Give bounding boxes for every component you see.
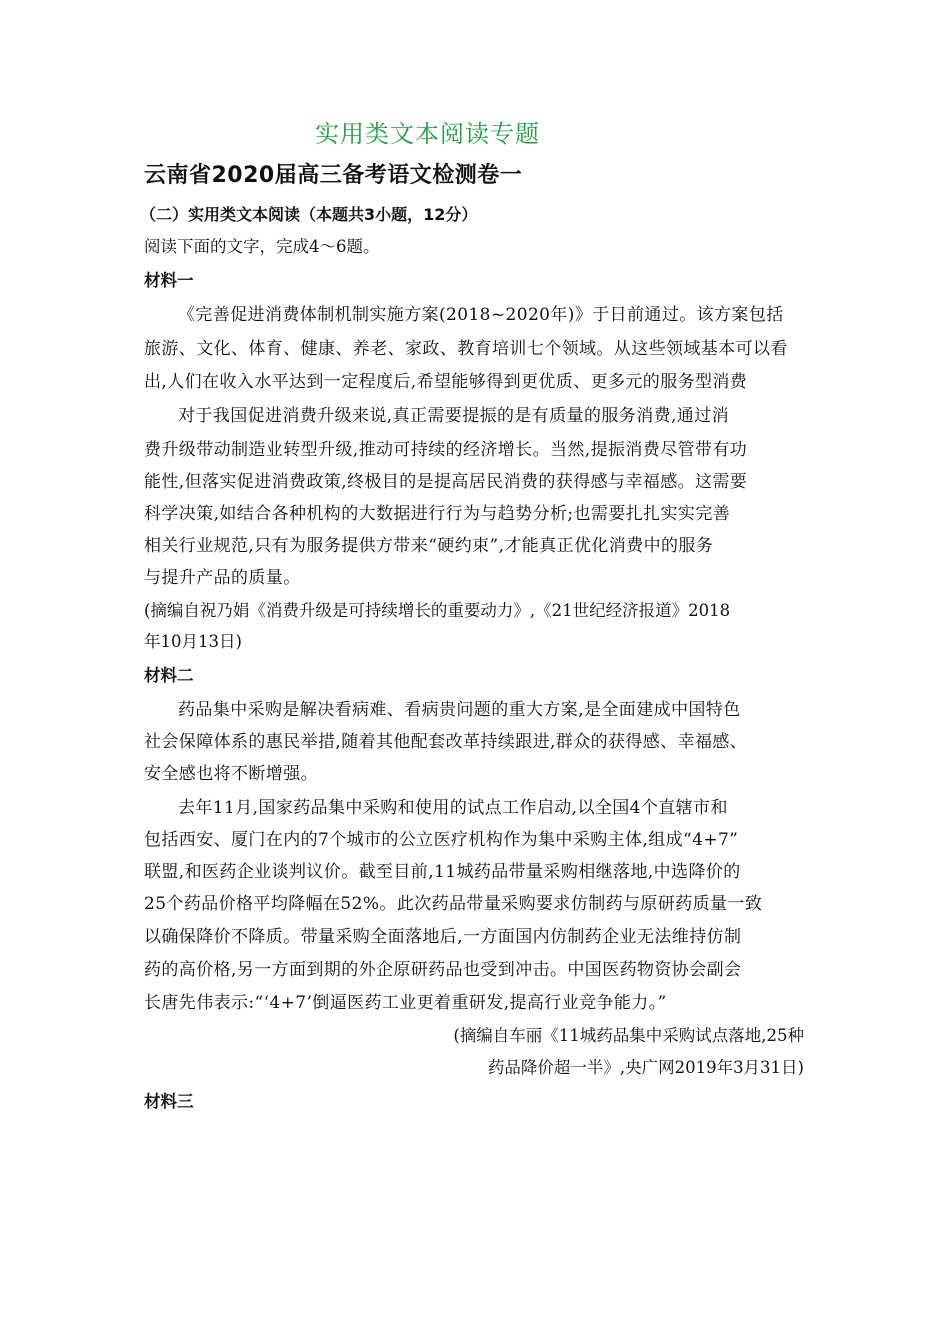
topic-title: 实用类文本阅读专题 <box>315 120 540 148</box>
material-1-para-2-line: 相关行业规范,只有为服务提供方带来“硬约束”,才能真正优化消费中的服务 <box>144 536 714 556</box>
material-2-para-1-line: 安全感也将不断增强。 <box>144 764 318 784</box>
material-1-source-line: 年10月13日) <box>144 632 242 651</box>
material-2-para-2-line: 包括西安、厦门在内的7个城市的公立医疗机构作为集中采购主体,组成“4+7” <box>144 830 739 850</box>
material-2-para-2-line: 去年11月,国家药品集中采购和使用的试点工作启动,以全国4个直辖市和 <box>178 798 728 818</box>
material-2-para-1-line: 药品集中采购是解决看病难、看病贵问题的重大方案,是全面建成中国特色 <box>178 700 741 720</box>
material-2-para-2-line: 药的高价格,另一方面到期的外企原研药品也受到冲击。中国医药物资协会副会 <box>144 960 742 980</box>
instruction-text: 阅读下面的文字，完成4～6题。 <box>144 237 380 256</box>
material-3-label: 材料三 <box>144 1092 194 1111</box>
material-1-para-1-line: 旅游、文化、体育、健康、养老、家政、教育培训七个领域。从这些领域基本可以看 <box>144 339 788 359</box>
material-2-para-2-line: 25个药品价格平均降幅在52%。此次药品带量采购要求仿制药与原研药质量一致 <box>144 894 763 914</box>
material-2-para-2-line: 联盟,和医药企业谈判议价。截至目前,11城药品带量采购相继落地,中选降价的 <box>144 862 741 882</box>
material-2-para-2-line: 以确保降价不降质。带量采购全面落地后,一方面国内仿制药企业无法维持仿制 <box>144 927 742 947</box>
material-1-para-2-line: 科学决策,如结合各种机构的大数据进行行为与趋势分析;也需要扎扎实实完善 <box>144 504 731 524</box>
material-2-source-line: 药品降价超一半》,央广网2019年3月31日) <box>487 1058 804 1077</box>
material-1-para-1-line: 《完善促进消费体制机制实施方案(2018~2020年)》于日前通过。该方案包括 <box>178 305 784 325</box>
material-1-source-line: (摘编自祝乃娟《消费升级是可持续增长的重要动力》,《21世纪经济报道》2018 <box>144 601 731 620</box>
material-2-label: 材料二 <box>144 666 194 685</box>
material-2-source-line: (摘编自车丽《11城药品集中采购试点落地,25种 <box>453 1026 804 1045</box>
material-1-para-2-line: 对于我国促进消费升级来说,真正需要提振的是有质量的服务消费,通过消 <box>178 406 730 426</box>
material-2-para-1-line: 社会保障体系的惠民举措,随着其他配套改革持续跟进,群众的获得感、幸福感、 <box>144 732 748 752</box>
material-1-label: 材料一 <box>144 271 194 290</box>
material-1-para-2-line: 能性,但落实促进消费政策,终极目的是提高居民消费的获得感与幸福感。这需要 <box>144 472 748 492</box>
material-2-para-2-line: 长唐先伟表示:“‘4+7’倒逼医药工业更着重研发,提高行业竞争能力。” <box>144 993 667 1013</box>
material-1-para-2-line: 费升级带动制造业转型升级,推动可持续的经济增长。当然,提振消费尽管带有功 <box>144 440 748 460</box>
material-1-para-1-line: 出,人们在收入水平达到一定程度后,希望能够得到更优质、更多元的服务型消费 <box>144 372 748 392</box>
section-heading: （二）实用类文本阅读（本题共3小题，12分） <box>140 205 478 224</box>
material-1-para-2-line: 与提升产品的质量。 <box>144 568 301 588</box>
exam-title: 云南省2020届高三备考语文检测卷一 <box>144 163 523 188</box>
